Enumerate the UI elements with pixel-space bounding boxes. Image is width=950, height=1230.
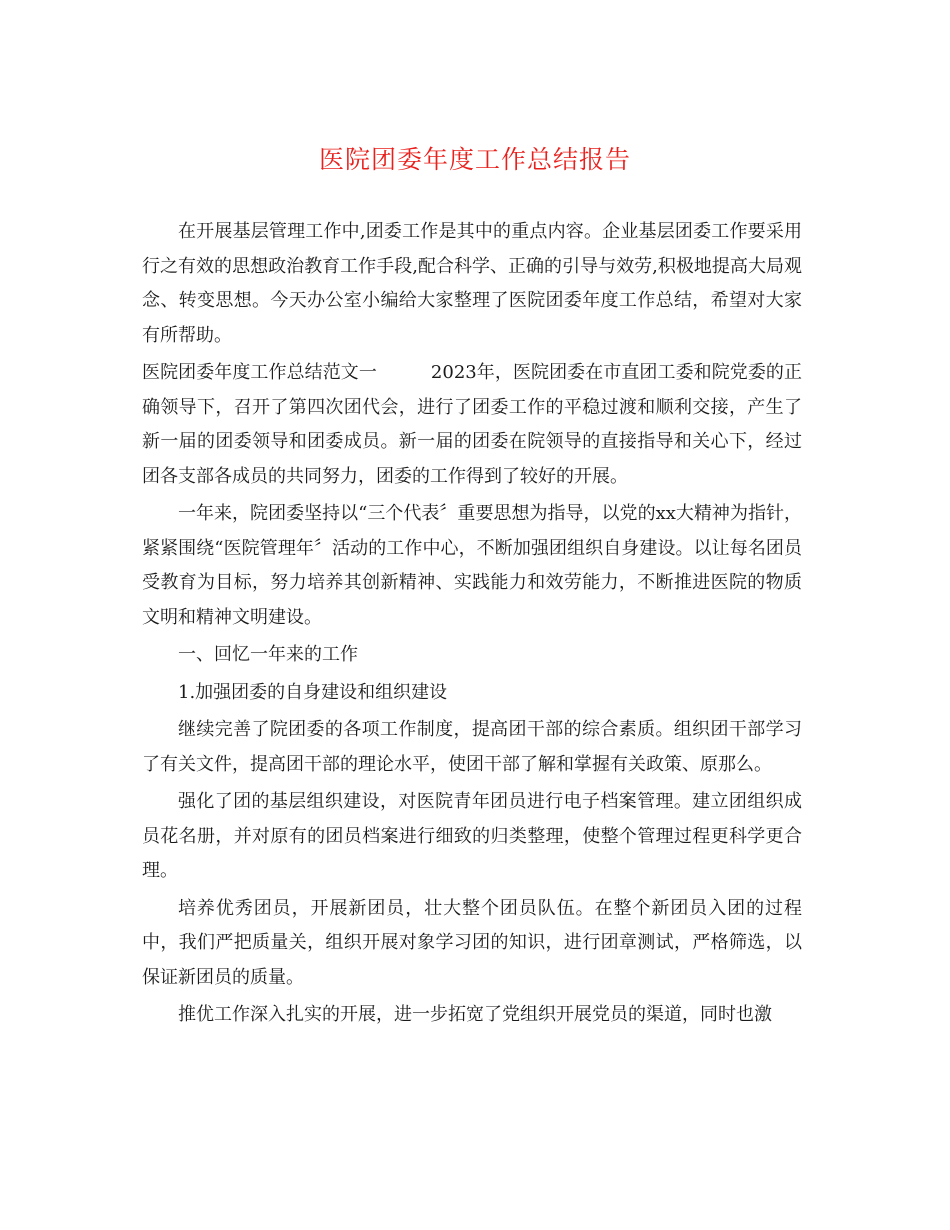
system-improvement-paragraph: 继续完善了院团委的各项工作制度，提高团干部的综合素质。组织团干部学习了有关文件，提高团干部的理论水平，使团干部了解和掌握有关政策、原那么。 <box>142 719 802 775</box>
intro-paragraph: 在开展基层管理工作中,团委工作是其中的重点内容。企业基层团委工作要采用行之有效的思想政治教育工作手段,配合科学、正确的引导与效劳,积极地提高大局观念、转变思想。今天办公室小编给大家整理了医院团委年度工作总结，希望对大家有所帮助。 <box>142 221 802 346</box>
sample-text: 2023年，医院团委在市直团工委和院党委的正确领导下，召开了第四次团代会，进行了团委工作的平稳过渡和顺利交接，产生了新一届的团委领导和团委成员。新一届的团委在院领导的直接指导和关心下，经过团各支部各成员的共同努力，团委的工作得到了较好的开展。 <box>142 362 802 487</box>
document-body <box>142 215 802 1036</box>
document-title: 医院团委年度工作总结报告 <box>318 145 631 174</box>
recommendation-paragraph: 推优工作深入扎实的开展，进一步拓宽了党组织开展党员的渠道，同时也激 <box>178 1004 772 1025</box>
section-heading: 一、回忆一年来的工作 <box>178 644 358 665</box>
subsection-heading: 1.加强团委的自身建设和组织建设 <box>178 681 448 703</box>
new-member-paragraph: 培养优秀团员，开展新团员，壮大整个团员队伍。在整个新团员入团的过程中，我们严把质量关，组织开展对象学习团的知识，进行团章测试，严格筛选，以保证新团员的质量。 <box>142 897 802 988</box>
sample-label: 医院团委年度工作总结范文一 <box>142 362 377 383</box>
guiding-ideology-paragraph: 一年来，院团委坚持以“三个代表〞重要思想为指导，以党的xx大精神为指针，紧紧围绕“医院管理年〞活动的工作中心，不断加强团组织自身建设。以让每名团员受教育为目标，努力培养其创新精神、实践能力和效劳能力，不断推进医院的物质文明和精神文明建设。 <box>142 503 802 628</box>
grassroots-organization-paragraph: 强化了团的基层组织建设，对医院青年团员进行电子档案管理。建立团组织成员花名册，并对原有的团员档案进行细致的归类整理，使整个管理过程更科学更合理。 <box>142 791 802 881</box>
sample-paragraph <box>142 356 802 494</box>
